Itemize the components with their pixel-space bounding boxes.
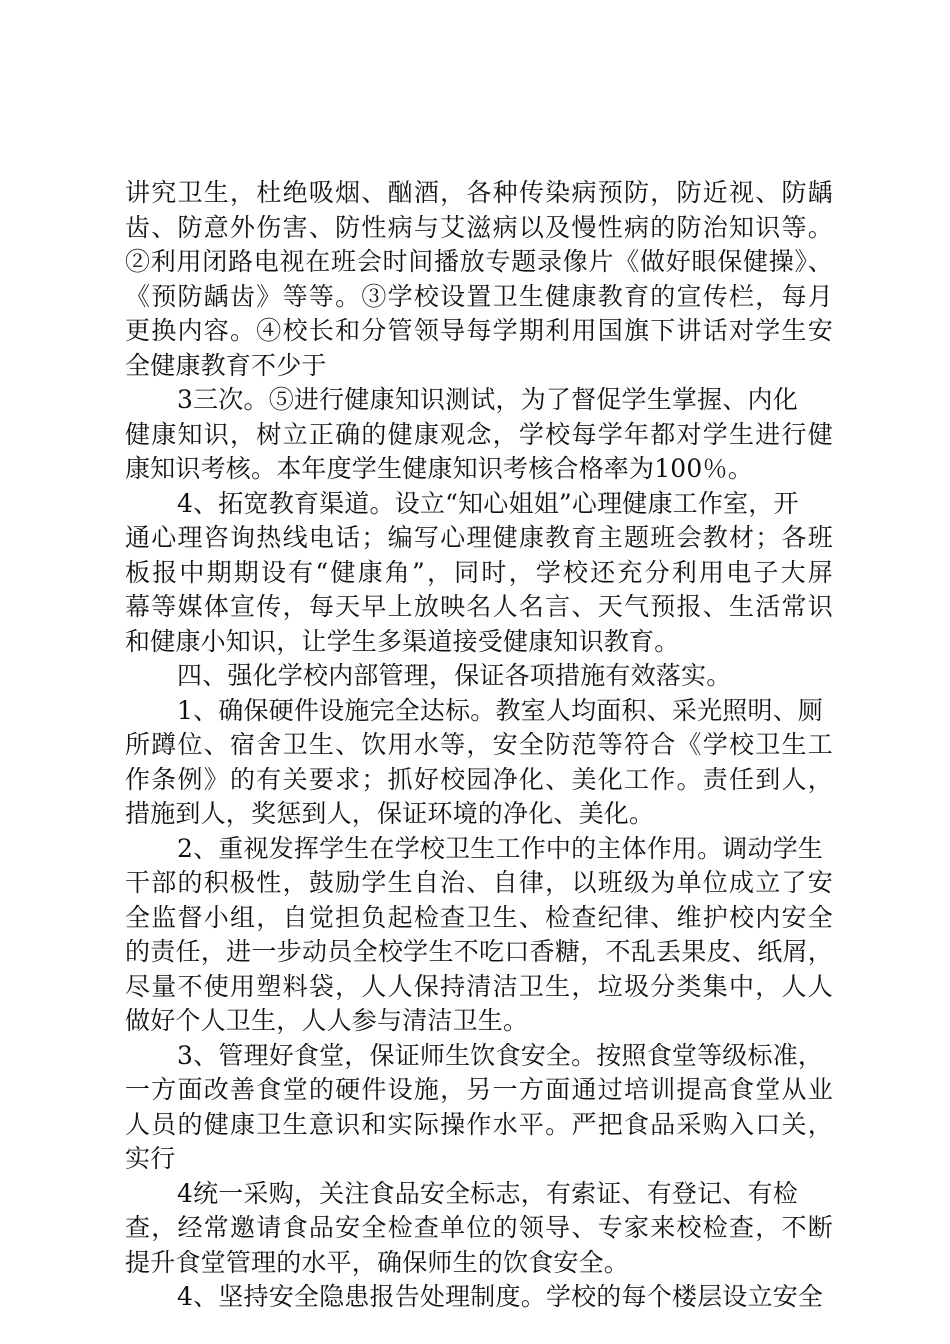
text-line: 板报中期期设有“健康角”，同时，学校还充分利用电子大屏 [125, 557, 833, 587]
text-line: 齿、防意外伤害、防性病与艾滋病以及慢性病的防治知识等。 [125, 212, 833, 242]
text-line: ②利用闭路电视在班会时间播放专题录像片《做好眼保健操》、 [125, 247, 833, 276]
text-line: 讲究卫生，杜绝吸烟、酗酒，各种传染病预防，防近视、防龋 [125, 178, 833, 207]
text-line: 3、管理好食堂，保证师生饮食安全。按照食堂等级标准， [177, 1040, 824, 1070]
text-line: 更换内容。④校长和分管领导每学期利用国旗下讲话对学生安 [125, 316, 833, 345]
text-line: 2、重视发挥学生在学校卫生工作中的主体作用。调动学生 [177, 833, 824, 863]
text-line: 4统一采购，关注食品安全标志，有索证、有登记、有检 [177, 1178, 798, 1208]
text-line: 措施到人，奖惩到人，保证环境的净化、美化。 [125, 799, 655, 828]
text-line: 干部的积极性，鼓励学生自治、自律，以班级为单位成立了安 [125, 868, 833, 897]
text-line: 一方面改善食堂的硬件设施，另一方面通过培训提高食堂从业 [125, 1075, 833, 1104]
text-line: 提升食堂管理的水平，确保师生的饮食安全。 [125, 1247, 630, 1277]
text-line: 4、坚持安全隐患报告处理制度。学校的每个楼层设立安全 [177, 1282, 824, 1311]
text-line: 查，经常邀请食品安全检查单位的领导、专家来校检查，不断 [125, 1213, 833, 1242]
text-line: 实行 [125, 1144, 176, 1173]
text-line: 幕等媒体宣传，每天早上放映名人名言、天气预报、生活常识 [125, 592, 833, 621]
text-line: 的责任，进一步动员全校学生不吃口香糖，不乱丢果皮、纸屑， [125, 937, 833, 966]
text-line: 所蹲位、宿舍卫生、饮用水等，安全防范等符合《学校卫生工 [125, 730, 833, 759]
text-line: 3三次。⑤进行健康知识测试，为了督促学生掌握、内化 [177, 385, 798, 414]
text-line: 通心理咨询热线电话；编写心理健康教育主题班会教材；各班 [125, 523, 833, 552]
text-line: 尽量不使用塑料袋，人人保持清洁卫生，垃圾分类集中，人人 [125, 971, 833, 1001]
text-line: 4、拓宽教育渠道。设立“知心姐姐”心理健康工作室，开 [177, 488, 799, 518]
text-line: 做好个人卫生，人人参与清洁卫生。 [125, 1006, 529, 1035]
text-line: 1、确保硬件设施完全达标。教室人均面积、采光照明、厕 [177, 695, 824, 725]
text-line: 和健康小知识，让学生多渠道接受健康知识教育。 [125, 626, 680, 656]
text-line: 人员的健康卫生意识和实际操作水平。严把食品采购入口关， [125, 1109, 833, 1139]
text-line: 康知识考核。本年度学生健康知识考核合格率为100％。 [125, 454, 753, 483]
text-line: 《预防龋齿》等等。③学校设置卫生健康教育的宣传栏，每月 [125, 281, 833, 311]
text-line: 健康知识，树立正确的健康观念，学校每学年都对学生进行健 [125, 419, 833, 449]
document-body [125, 176, 833, 1315]
text-line: 全监督小组，自觉担负起检查卫生、检查纪律、维护校内安全 [125, 902, 833, 932]
text-line: 全健康教育不少于 [125, 350, 327, 380]
text-line: 作条例》的有关要求；抓好校园净化、美化工作。责任到人， [125, 764, 833, 794]
section-heading: 四、强化学校内部管理，保证各项措施有效落实。 [177, 661, 732, 690]
